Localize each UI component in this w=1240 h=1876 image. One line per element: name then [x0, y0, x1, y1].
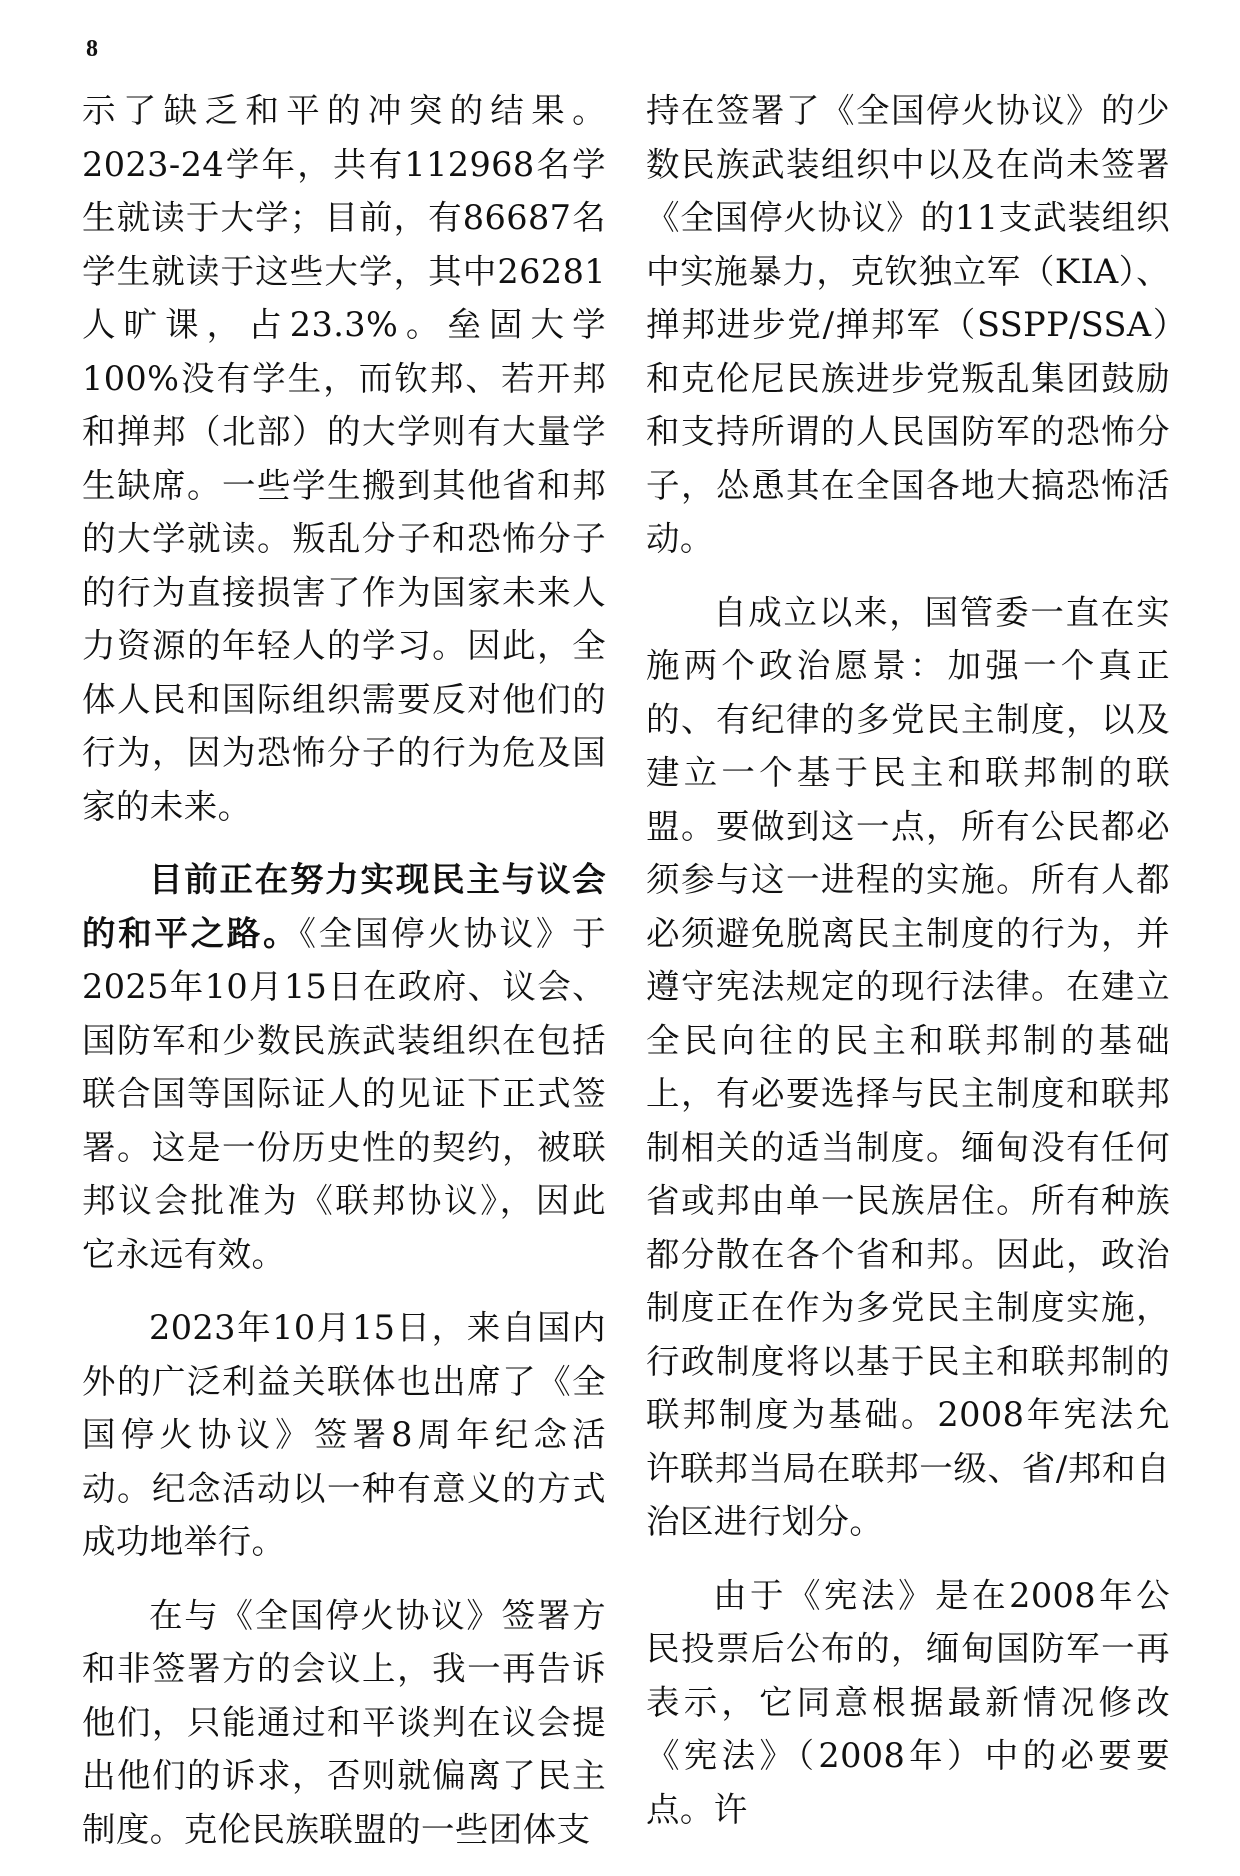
paragraph-constitution: 由于《宪法》是在2008年公民投票后公布的，缅甸国防军一再表示，它同意根据最新情况修改《宪法》（2008年）中的必要要点。许 [646, 1575, 1170, 1829]
paragraph-political-visions: 自成立以来，国管委一直在实施两个政治愿景：加强一个真正的、有纪律的多党民主制度，以及建立一个基于民主和联邦制的联盟。要做到这一点，所有公民都必须参与这一进程的实施。所有人都必须避免脱离民主制度的行为，并遵守宪法规定的现行法律。在建立全民向往的民主和联邦制的基础上，有必要选择与民主制度和联邦制相关的适当制度。缅甸没有任何省或邦由单一民族居住。所有种族都分散在各个省和邦。因此，政治制度正在作为多党民主制度实施，行政制度将以基于民主和联邦制的联邦制度为基础。2008年宪法允许联邦当局在联邦一级、省/邦和自治区进行划分。 [646, 592, 1170, 1541]
paragraph-continued: 示了缺乏和平的冲突的结果。2023-24学年，共有112968名学生就读于大学；目前，有86687名学生就读于这些大学，其中26281人旷课，占23.3%。垒固大学100%没有学生，而钦邦、若开邦和掸邦（北部）的大学则有大量学生缺席。一些学生搬到其他省和邦的大学就读。叛乱分子和恐怖分子的行为直接损害了作为国家未来人力资源的年轻人的学习。因此，全体人民和国际组织需要反对他们的行为，因为恐怖分子的行为危及国家的未来。 [82, 91, 606, 826]
paragraph-anniversary: 2023年10月15日，来自国内外的广泛利益关联体也出席了《全国停火协议》签署8周年纪念活动。纪念活动以一种有意义的方式成功地举行。 [82, 1308, 606, 1561]
bold-lead-sentence: 目前正在努力实现民主与议会的和平之路。 [82, 860, 606, 953]
page-number: 8 [86, 36, 98, 62]
paragraph-armed-groups: 持在签署了《全国停火协议》的少数民族武装组织中以及在尚未签署《全国停火协议》的11支武装组织中实施暴力，克钦独立军（KIA）、掸邦进步党/掸邦军（SSPP/SSA）和克伦尼民族进步党叛乱集团鼓励和支持所谓的人民国防军的恐怖分子，怂恿其在全国各地大搞恐怖活动。 [646, 91, 1170, 558]
right-column [646, 84, 1170, 1856]
paragraph-peace-path [82, 853, 606, 1281]
left-column [82, 84, 606, 1876]
paragraph-meetings: 在与《全国停火协议》签署方和非签署方的会议上，我一再告诉他们，只能通过和平谈判在议会提出他们的诉求，否则就偏离了民主制度。克伦民族联盟的一些团体支 [82, 1595, 606, 1849]
paragraph-body: 《全国停火协议》于2025年10月15日在政府、议会、国防军和少数民族武装组织在包括联合国等国际证人的见证下正式签署。这是一份历史性的契约，被联邦议会批准为《联邦协议》，因此它永远有效。 [82, 913, 606, 1274]
